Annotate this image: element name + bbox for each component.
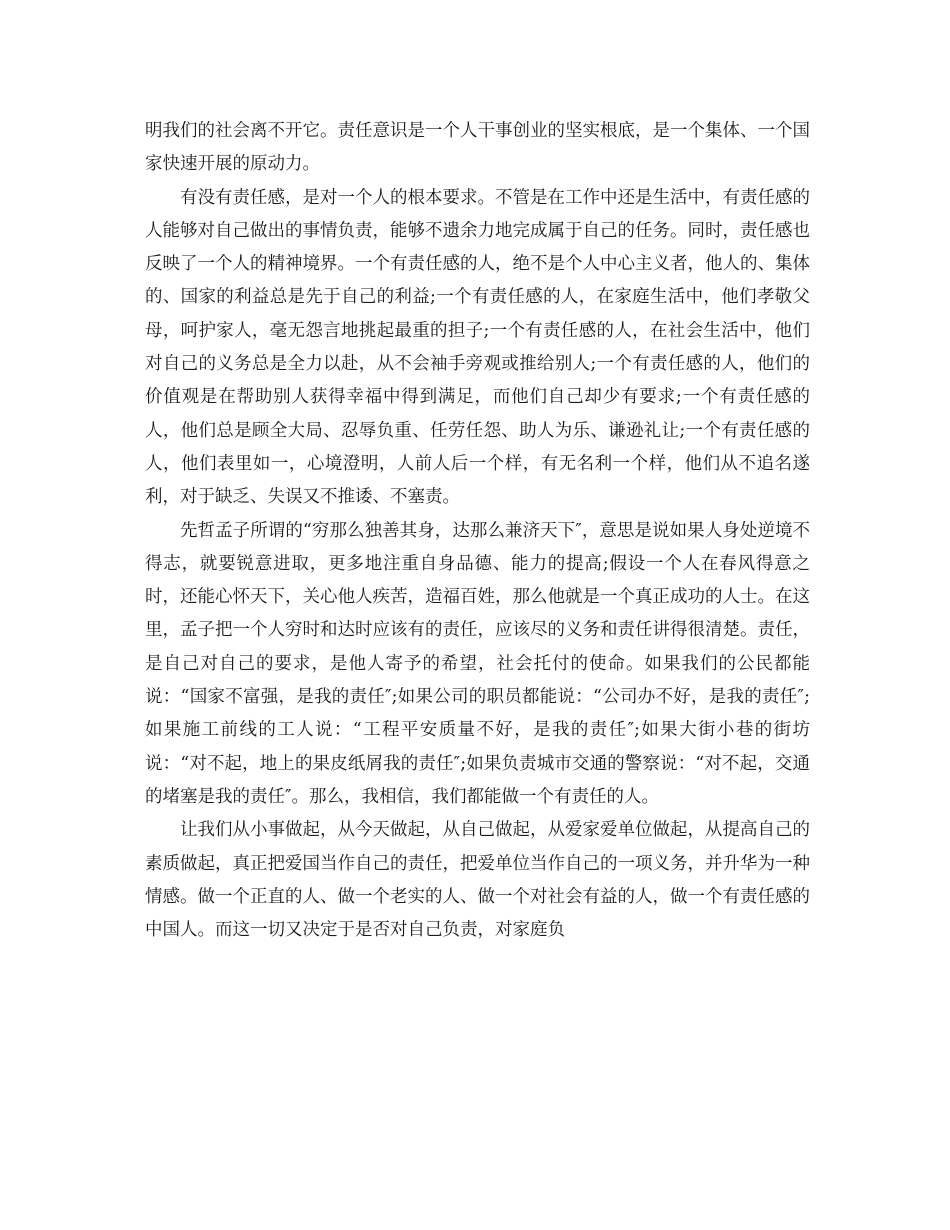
paragraph-4: 让我们从小事做起，从今天做起，从自己做起，从爱家爱单位做起，从提高自己的素质做起，真正把爱国当作自己的责任，把爱单位当作自己的一项义务，并升华为一种情感。做一个正直的人、做一个老实的人、做一个对社会有益的人，做一个有责任感的中国人。而这一切又决定于是否对自己负责，对家庭负 [145,820,810,941]
paragraph-2: 有没有责任感，是对一个人的根本要求。不管是在工作中还是生活中，有责任感的人能够对自己做出的事情负责，能够不遗余力地完成属于自己的任务。同时，责任感也反映了一个人的精神境界。一个有责任感的人，绝不是个人中心主义者，他人的、集体的、国家的利益总是先于自己的利益;一个有责任感的人，在家庭生活中，他们孝敬父母，呵护家人，毫无怨言地挑起最重的担子;一个有责任感的人，在社会生活中，他们对自己的义务总是全力以赴，从不会袖手旁观或推给别人;一个有责任感的人，他们的价值观是在帮助别人获得幸福中得到满足，而他们自己却少有要求;一个有责任感的人，他们总是顾全大局、忍辱负重、任劳任怨、助人为乐、谦逊礼让;一个有责任感的人，他们表里如一，心境澄明，人前人后一个样，有无名利一个样，他们从不追名遂利，对于缺乏、失误又不推诿、不塞责。 [145,187,810,508]
document-body [145,115,810,947]
paragraph-1: 明我们的社会离不开它。责任意识是一个人干事创业的坚实根底，是一个集体、一个国家快速开展的原动力。 [145,121,810,175]
paragraph-3: 先哲孟子所谓的“穷那么独善其身，达那么兼济天下″，意思是说如果人身处逆境不得志，就要锐意进取，更多地注重自身品德、能力的提高;假设一个人在春风得意之时，还能心怀天下，关心他人疾苦，造福百姓，那么他就是一个真正成功的人士。在这里，孟子把一个人穷时和达时应该有的责任，应该尽的义务和责任讲得很清楚。责任，是自己对自己的要求，是他人寄予的希望，社会托付的使命。如果我们的公民都能说：“国家不富强，是我的责任″;如果公司的职员都能说：“公司办不好，是我的责任″;如果施工前线的工人说：“工程平安质量不好，是我的责任″;如果大街小巷的街坊说：“对不起，地上的果皮纸屑我的责任″;如果负责城市交通的警察说：“对不起，交通的堵塞是我的责任″。那么，我相信，我们都能做一个有责任的人。 [145,520,810,807]
